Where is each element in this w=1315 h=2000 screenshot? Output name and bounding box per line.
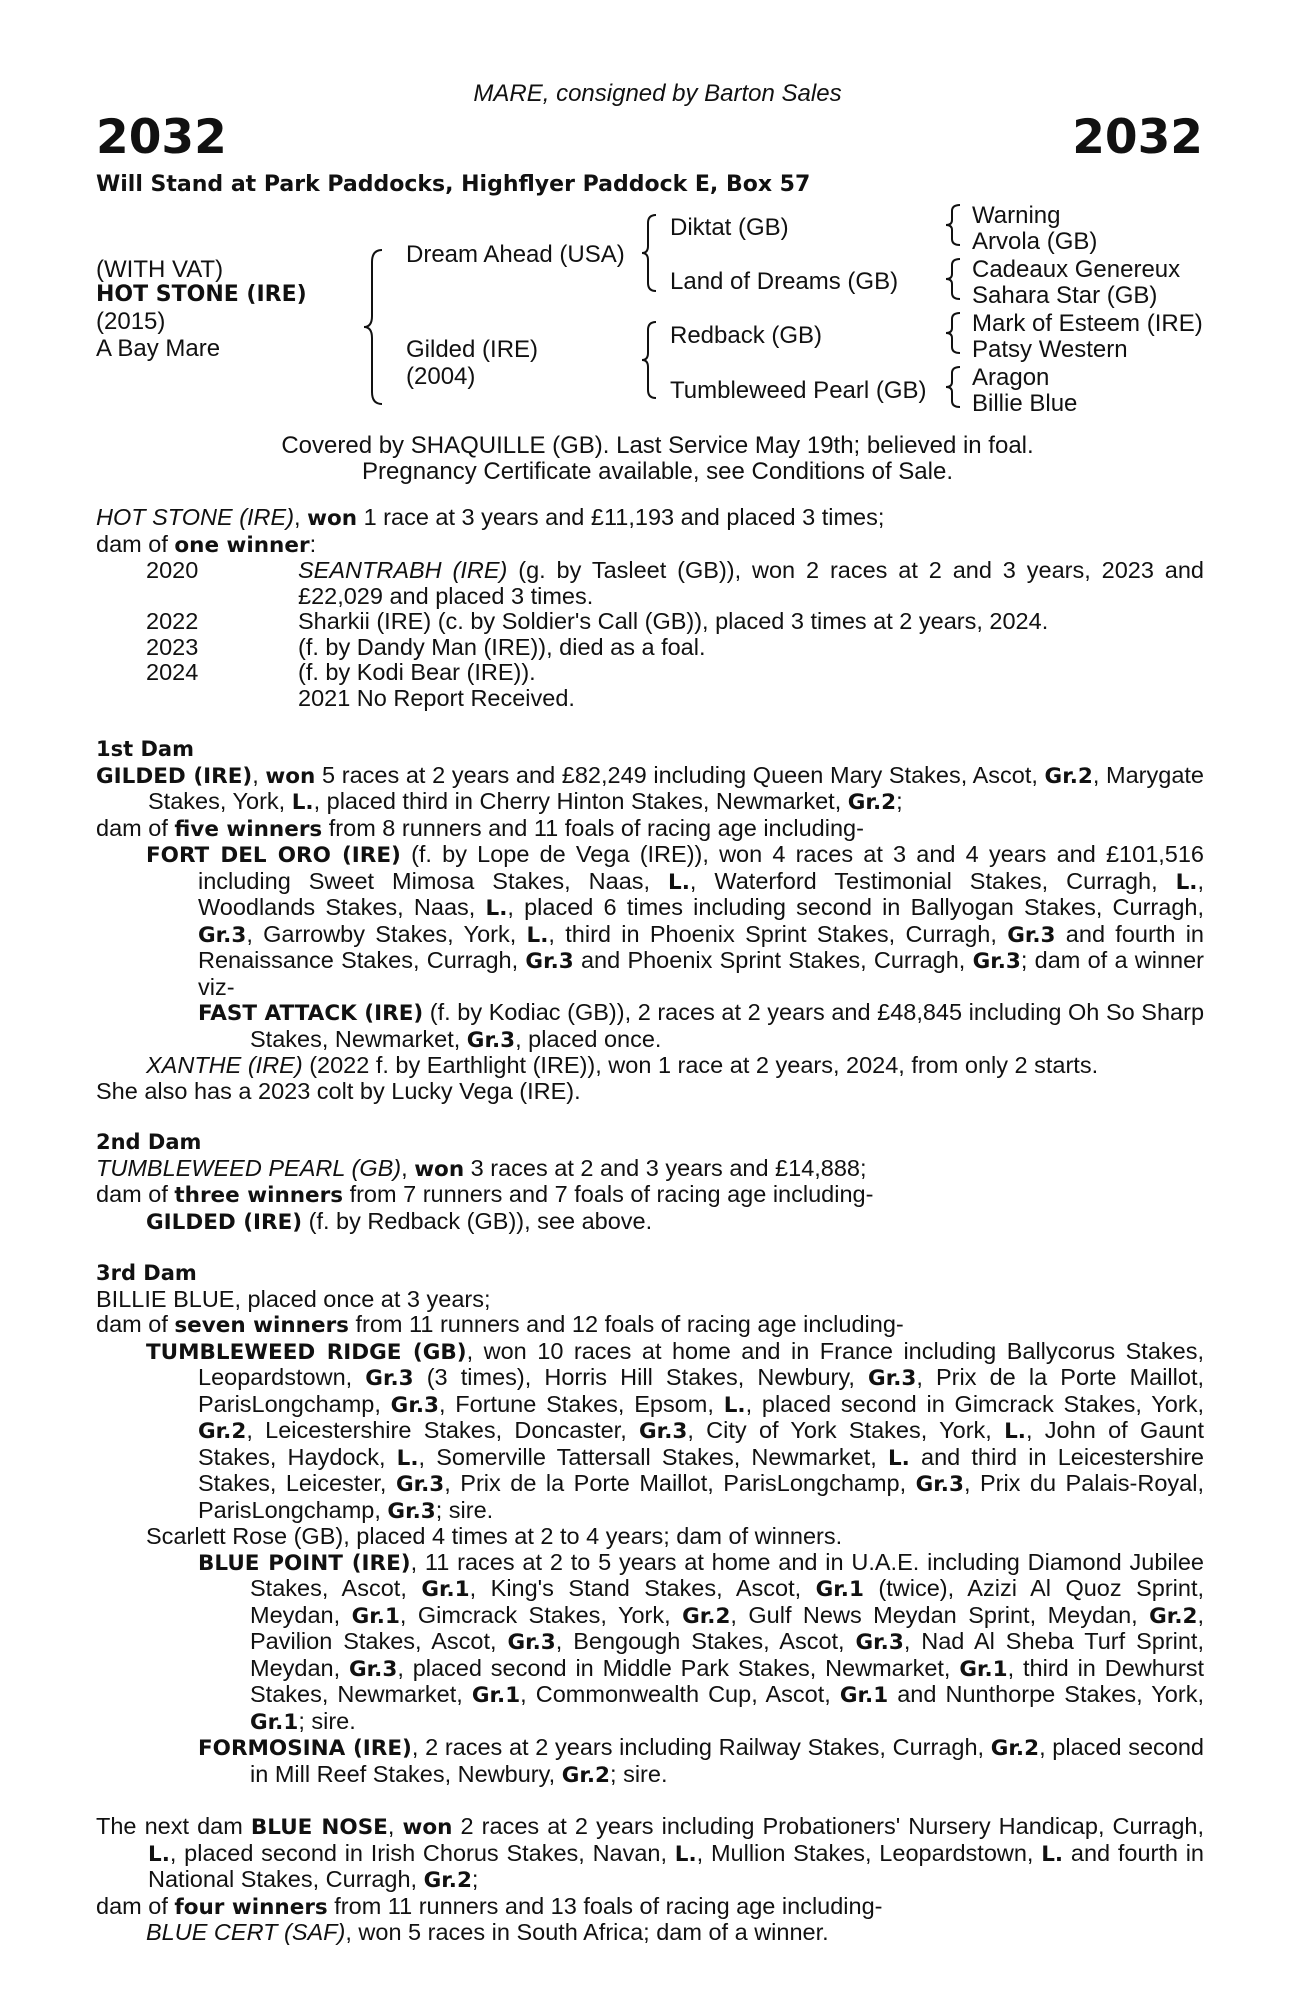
sire-dam: Land of Dreams (GB) xyxy=(670,268,899,295)
first-dam-also: She also has a 2023 colt by Lucky Vega (IRE). xyxy=(96,1077,581,1104)
second-dam-heading: 2nd Dam xyxy=(96,1130,202,1154)
dam-name: Gilded (IRE) xyxy=(406,336,539,363)
sire-brace xyxy=(640,213,660,293)
vat-label: (WITH VAT) xyxy=(96,256,224,283)
lot-number-left: 2032 xyxy=(96,110,227,165)
formosina-entry: FORMOSINA (IRE), 2 races at 2 years including Railway Stakes, Curragh, Gr.2, placed second in Mill Reef Stakes, Newbury, Gr.2; sire. xyxy=(198,1734,1204,1788)
dam-dam: Tumbleweed Pearl (GB) xyxy=(670,377,927,404)
blue-point-entry: BLUE POINT (IRE), 11 races at 2 to 5 years at home and in U.A.E. including Diamond Jubilee Stakes, Ascot, Gr.1, King's Stand Stakes, Ascot, Gr.1 (twice), Azizi Al Quoz Sprint, Meydan, Gr.1, Gimcrack Stakes, York, Gr.2, Gulf News Meydan Sprint, Meydan, Gr.2, Pavilion Stakes, Ascot, Gr.3, Bengough Stakes, Ascot, Gr.3, Nad Al Sheba Turf Sprint, Meydan, Gr.3, placed second in Middle Park Stakes, Newmarket, Gr.1, third in Dewhurst Stakes, Newmarket, Gr.1, Commonwealth Cup, Ascot, Gr.1 and Nunthorpe Stakes, York, Gr.1; sire. xyxy=(198,1548,1205,1735)
first-dam-heading: 1st Dam xyxy=(96,737,194,761)
gen3-3: Cadeaux Genereux xyxy=(972,256,1181,283)
first-dam-record: GILDED (IRE), won 5 races at 2 years and £82,249 including Queen Mary Stakes, Ascot, Gr.2, Marygate Stakes, York, L., placed third in Cherry Hinton Stakes, Newmarket, Gr.2; xyxy=(96,761,1204,815)
sire-name: Dream Ahead (USA) xyxy=(406,241,625,268)
horse-description: A Bay Mare xyxy=(96,335,221,362)
catalogue-body xyxy=(96,505,1204,1946)
dam-of-line: dam of one winner: xyxy=(96,530,317,558)
next-dam-record: The next dam BLUE NOSE, won 2 races at 2 years including Probationers' Nursery Handicap, Curragh, L., placed second in Irish Chorus Stakes, Navan, L., Mullion Stakes, Leopardstown, L. and fourth in National Stakes, Curragh, Gr.2; xyxy=(96,1813,1204,1893)
blue-cert-entry: BLUE CERT (SAF), won 5 races in South Africa; dam of a winner. xyxy=(146,1919,829,1945)
progeny-row: 2020 SEANTRABH (IRE) (g. by Tasleet (GB)), won 2 races at 2 and 3 years, 2023 and £22,029 and placed 3 times. xyxy=(146,557,1205,609)
covered-line-2: Pregnancy Certificate available, see Conditions of Sale. xyxy=(362,458,953,485)
dam-brace xyxy=(640,320,660,400)
second-dam-record: TUMBLEWEED PEARL (GB), won 3 races at 2 and 3 years and £14,888; xyxy=(96,1154,867,1182)
gilded-entry: GILDED (IRE) (f. by Redback (GB)), see above. xyxy=(146,1207,653,1235)
second-dam-produce: dam of three winners from 7 runners and 7 foals of racing age including- xyxy=(96,1181,874,1208)
xanthe-entry: XANTHE (IRE) (2022 f. by Earthlight (IRE)), won 1 race at 2 years, 2024, from only 2 starts. xyxy=(146,1052,1099,1078)
dam-sire: Redback (GB) xyxy=(670,322,823,349)
horse-name: HOT STONE (IRE) xyxy=(96,282,307,307)
fort-del-oro-entry: FORT DEL ORO (IRE) (f. by Lope de Vega (IRE)), won 4 races at 3 and 4 years and £101,516 including Sweet Mimosa Stakes, Naas, L., Waterford Testimonial Stakes, Curragh, L., Woodlands Stakes, Naas, L., placed 6 times including second in Ballyogan Stakes, Curragh, Gr.3, Garrowby Stakes, York, L., third in Phoenix Sprint Stakes, Curragh, Gr.3 and fourth in Renaissance Stakes, Curragh, Gr.3 and Phoenix Sprint Stakes, Curragh, Gr.3; dam of a winner viz- xyxy=(146,841,1205,1000)
next-dam-produce: dam of four winners from 11 runners and 13 foals of racing age including- xyxy=(96,1892,883,1920)
fast-attack-entry: FAST ATTACK (IRE) (f. by Kodiac (GB)), 2 races at 2 years and £48,845 including Oh So Sharp Stakes, Newmarket, Gr.3, placed once. xyxy=(198,999,1205,1053)
main-brace xyxy=(362,248,386,406)
gen3-6: Patsy Western xyxy=(972,336,1128,363)
first-dam-produce: dam of five winners from 8 runners and 11 foals of racing age including- xyxy=(96,814,864,842)
progeny-row: 2021 No Report Received. xyxy=(298,684,575,711)
tumbleweed-ridge-entry: TUMBLEWEED RIDGE (GB), won 10 races at home and in France including Ballycorus Stakes, Leopardstown, Gr.3 (3 times), Horris Hill Stakes, Newbury, Gr.3, Prix de la Porte Maillot, ParisLongchamp, Gr.3, Fortune Stakes, Epsom, L., placed second in Gimcrack Stakes, York, Gr.2, Leicestershire Stakes, Doncaster, Gr.3, City of York Stakes, York, L., John of Gaunt Stakes, Haydock, L., Somerville Tattersall Stakes, Newmarket, L. and third in Leicestershire Stakes, Leicester, Gr.3, Prix de la Porte Maillot, ParisLongchamp, Gr.3, Prix du Palais-Royal, ParisLongchamp, Gr.3; sire. xyxy=(146,1337,1205,1524)
gen3-2: Arvola (GB) xyxy=(972,228,1098,255)
progeny-row: 2022 Sharkii (IRE) (c. by Soldier's Call (GB)), placed 3 times at 2 years, 2024. xyxy=(146,608,1049,634)
consignment-line: MARE, consigned by Barton Sales xyxy=(473,80,842,107)
scarlett-rose-entry: Scarlett Rose (GB), placed 4 times at 2 to 4 years; dam of winners. xyxy=(146,1523,843,1549)
stand-location: Will Stand at Park Paddocks, Highflyer Paddock E, Box 57 xyxy=(96,172,811,197)
g-brace-2 xyxy=(944,257,964,301)
dam-year: (2004) xyxy=(406,363,476,390)
g-brace-4 xyxy=(944,365,964,409)
gen3-7: Aragon xyxy=(972,364,1050,391)
horse-year: (2015) xyxy=(96,308,166,335)
gen3-8: Billie Blue xyxy=(972,390,1078,417)
lot-number-right: 2032 xyxy=(1072,110,1203,165)
gen3-4: Sahara Star (GB) xyxy=(972,282,1158,309)
third-dam-record: BILLIE BLUE, placed once at 3 years; xyxy=(96,1285,491,1312)
g-brace-1 xyxy=(944,203,964,247)
third-dam-produce: dam of seven winners from 11 runners and 12 foals of racing age including- xyxy=(96,1311,904,1338)
progeny-row: 2024 (f. by Kodi Bear (IRE)). xyxy=(146,659,536,685)
racing-record: HOT STONE (IRE), won 1 race at 3 years and £11,193 and placed 3 times; xyxy=(96,504,885,531)
sire-sire: Diktat (GB) xyxy=(670,214,789,241)
g-brace-3 xyxy=(944,311,964,355)
progeny-row: 2023 (f. by Dandy Man (IRE)), died as a foal. xyxy=(146,633,706,660)
third-dam-heading: 3rd Dam xyxy=(96,1261,197,1285)
gen3-5: Mark of Esteem (IRE) xyxy=(972,310,1203,337)
covered-line-1: Covered by SHAQUILLE (GB). Last Service May 19th; believed in foal. xyxy=(281,432,1034,459)
gen3-1: Warning xyxy=(972,202,1061,229)
